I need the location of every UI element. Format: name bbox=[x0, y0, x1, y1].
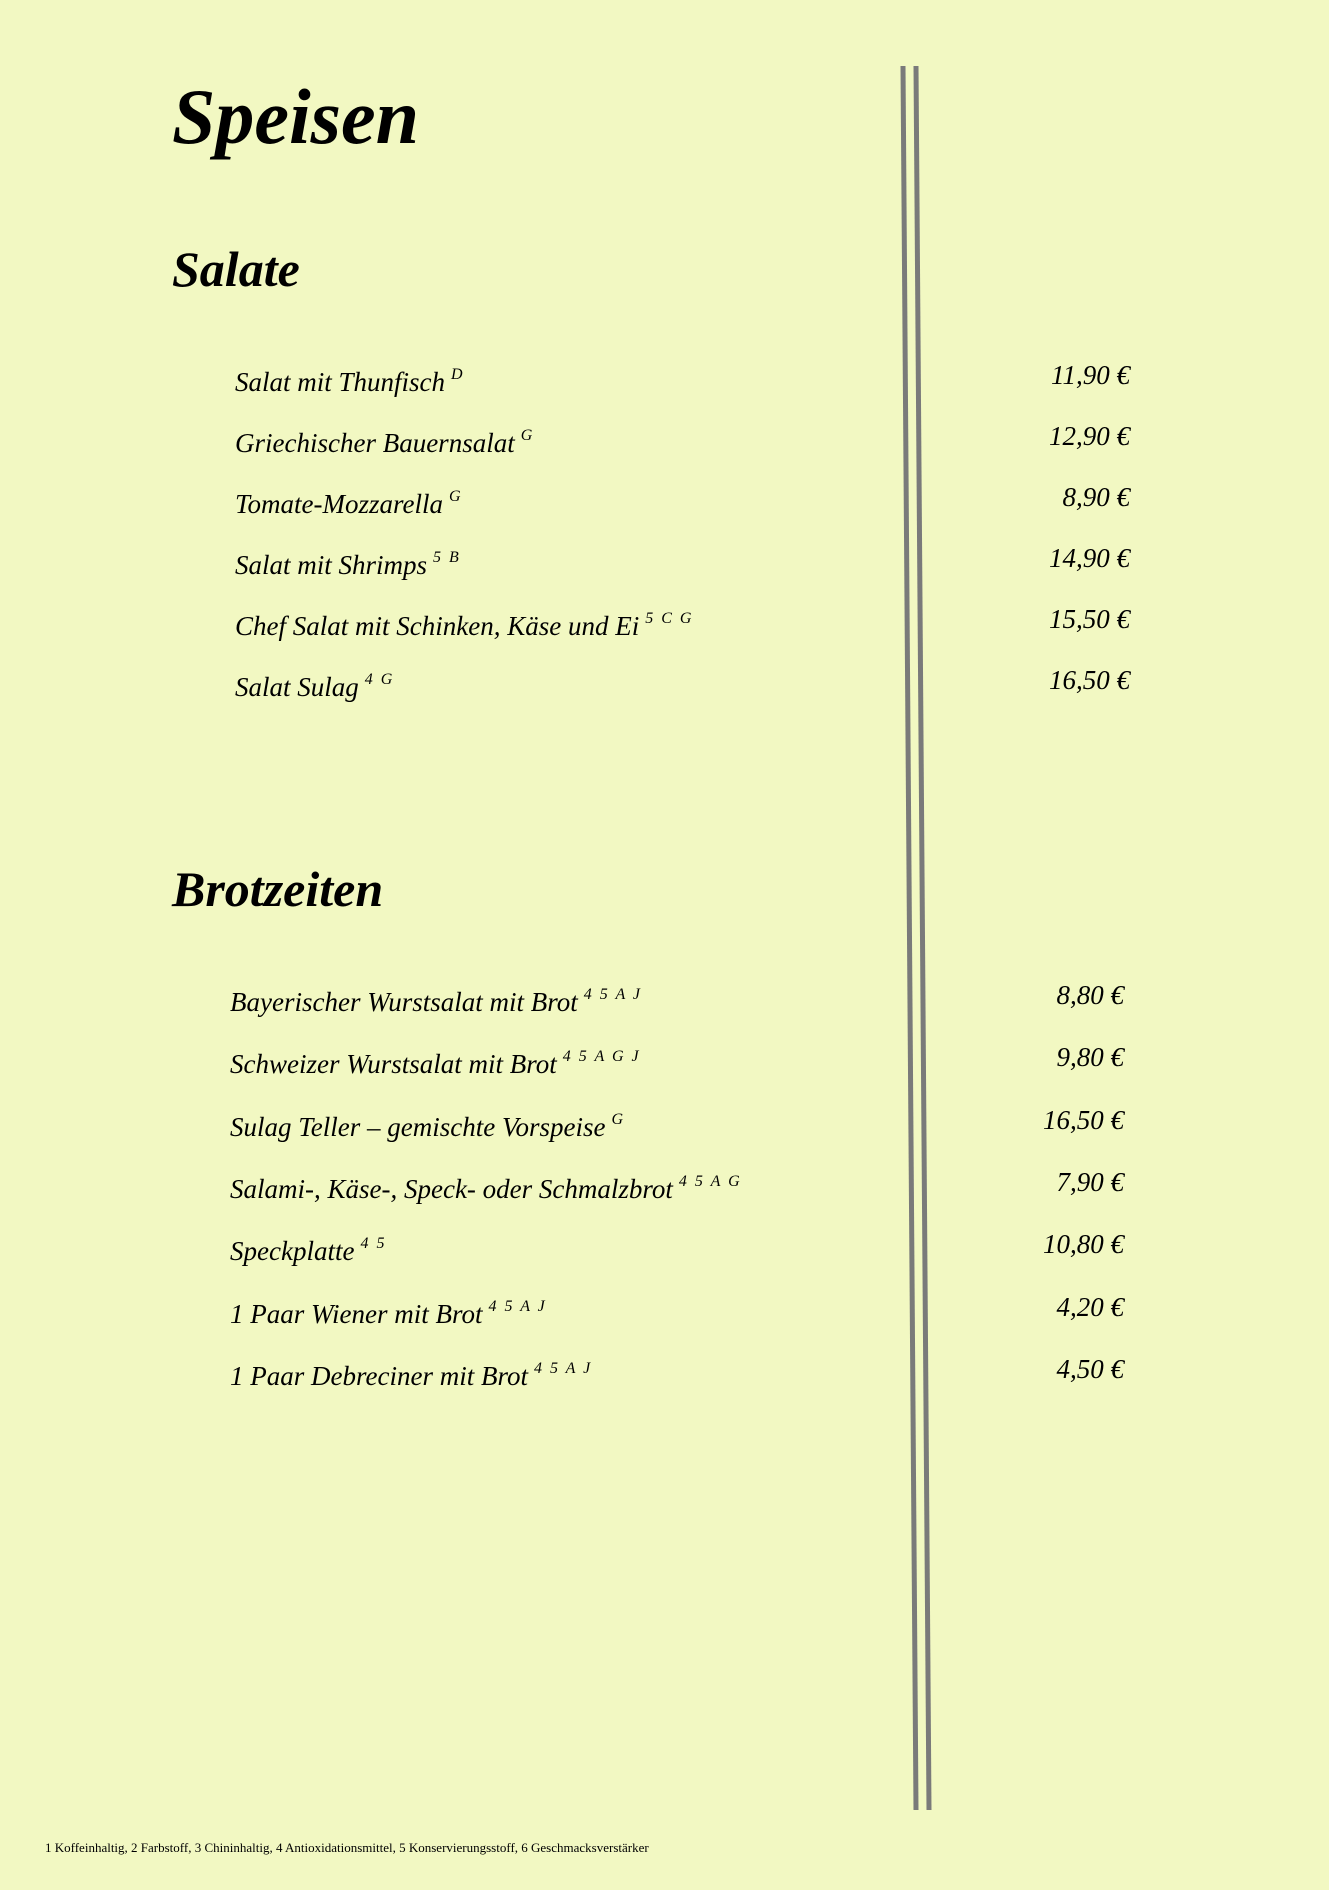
allergen-footnote: 1 Koffeinhaltig, 2 Farbstoff, 3 Chininhaltig, 4 Antioxidationsmittel, 5 Konservierungsstoff, 6 Geschmacksverstärker bbox=[45, 1840, 649, 1855]
menu-item bbox=[0, 416, 1329, 466]
menu-item-name bbox=[235, 660, 394, 707]
menu-item-price: 11,90 € bbox=[1051, 360, 1130, 390]
menu-item-name bbox=[235, 416, 534, 463]
menu-item bbox=[0, 1162, 1329, 1212]
menu-item bbox=[0, 660, 1329, 710]
menu-item-label: Sulag Teller – gemischte Vorspeise bbox=[230, 1111, 606, 1142]
menu-item bbox=[0, 477, 1329, 527]
allergen-codes: G bbox=[611, 1110, 626, 1128]
menu-item-name bbox=[235, 599, 693, 646]
menu-item bbox=[0, 1100, 1329, 1150]
allergen-codes: 4 5 A J bbox=[533, 1359, 593, 1377]
menu-item-name bbox=[230, 1224, 386, 1271]
menu-item-price: 7,90 € bbox=[1056, 1166, 1124, 1197]
menu-item-label: Bayerischer Wurstsalat mit Brot bbox=[230, 987, 578, 1017]
menu-item-price: 8,90 € bbox=[1062, 482, 1130, 512]
menu-item-price: 14,90 € bbox=[1049, 543, 1130, 573]
menu-item-price: 4,20 € bbox=[1056, 1291, 1124, 1322]
menu-item-name bbox=[235, 477, 463, 524]
allergen-codes: 4 5 A J bbox=[583, 986, 643, 1003]
allergen-codes: G bbox=[449, 488, 463, 505]
menu-item-price: 16,50 € bbox=[1043, 1104, 1124, 1135]
menu-item-label: Tomate-Mozzarella bbox=[235, 489, 444, 519]
menu-item-price: 16,50 € bbox=[1049, 665, 1130, 695]
menu-item-name bbox=[235, 355, 465, 402]
menu-item-name bbox=[230, 1349, 592, 1396]
menu-item-name bbox=[230, 1037, 641, 1084]
divider-line-right bbox=[916, 66, 929, 1810]
allergen-codes: 5 B bbox=[433, 549, 461, 566]
allergen-codes: 4 5 A J bbox=[488, 1297, 547, 1315]
menu-item-name bbox=[230, 1287, 547, 1334]
section-title-brotzeiten: Brotzeiten bbox=[172, 861, 384, 917]
menu-item-label: Speckplatte bbox=[230, 1236, 355, 1267]
menu-item bbox=[0, 538, 1329, 588]
menu-item bbox=[0, 1037, 1329, 1087]
menu-item-name bbox=[230, 1162, 742, 1209]
menu-item-price: 4,50 € bbox=[1056, 1353, 1124, 1384]
allergen-codes: G bbox=[520, 427, 535, 444]
page-title: Speisen bbox=[172, 73, 420, 160]
menu-item bbox=[0, 599, 1329, 649]
menu-item-price: 8,80 € bbox=[1056, 980, 1124, 1010]
menu-item-price: 10,80 € bbox=[1043, 1229, 1124, 1260]
menu-item-label: Salat mit Thunfisch bbox=[235, 367, 446, 397]
menu-item-name bbox=[230, 1100, 625, 1147]
menu-item bbox=[0, 975, 1329, 1025]
allergen-codes: 5 C G bbox=[645, 610, 694, 627]
menu-item-label: Salat mit Shrimps bbox=[235, 550, 428, 580]
menu-item-label: Schweizer Wurstsalat mit Brot bbox=[230, 1049, 557, 1080]
allergen-codes: 4 G bbox=[364, 671, 395, 688]
menu-item-label: Chef Salat mit Schinken, Käse und Ei bbox=[235, 611, 640, 641]
allergen-codes: 4 5 A G J bbox=[562, 1048, 641, 1066]
menu-item bbox=[0, 1349, 1329, 1399]
allergen-codes: D bbox=[451, 366, 465, 383]
menu-item bbox=[0, 355, 1329, 405]
menu-item bbox=[0, 1224, 1329, 1274]
menu-item-name bbox=[230, 975, 642, 1022]
menu-item-price: 12,90 € bbox=[1049, 421, 1130, 451]
allergen-codes: 4 5 bbox=[360, 1235, 387, 1253]
menu-item-label: 1 Paar Wiener mit Brot bbox=[230, 1298, 483, 1329]
menu-item-label: Griechischer Bauernsalat bbox=[235, 428, 515, 458]
menu-item bbox=[0, 1287, 1329, 1337]
allergen-codes: 4 5 A G bbox=[678, 1172, 742, 1190]
menu-item-label: Salami-, Käse-, Speck- oder Schmalzbrot bbox=[230, 1173, 673, 1204]
menu-item-price: 15,50 € bbox=[1049, 604, 1130, 634]
menu-item-name bbox=[235, 538, 461, 585]
menu-item-price: 9,80 € bbox=[1056, 1042, 1124, 1073]
menu-item-label: Salat Sulag bbox=[235, 672, 359, 702]
divider-line-left bbox=[903, 66, 916, 1810]
section-title-salate: Salate bbox=[172, 241, 300, 297]
menu-item-label: 1 Paar Debreciner mit Brot bbox=[230, 1360, 528, 1391]
